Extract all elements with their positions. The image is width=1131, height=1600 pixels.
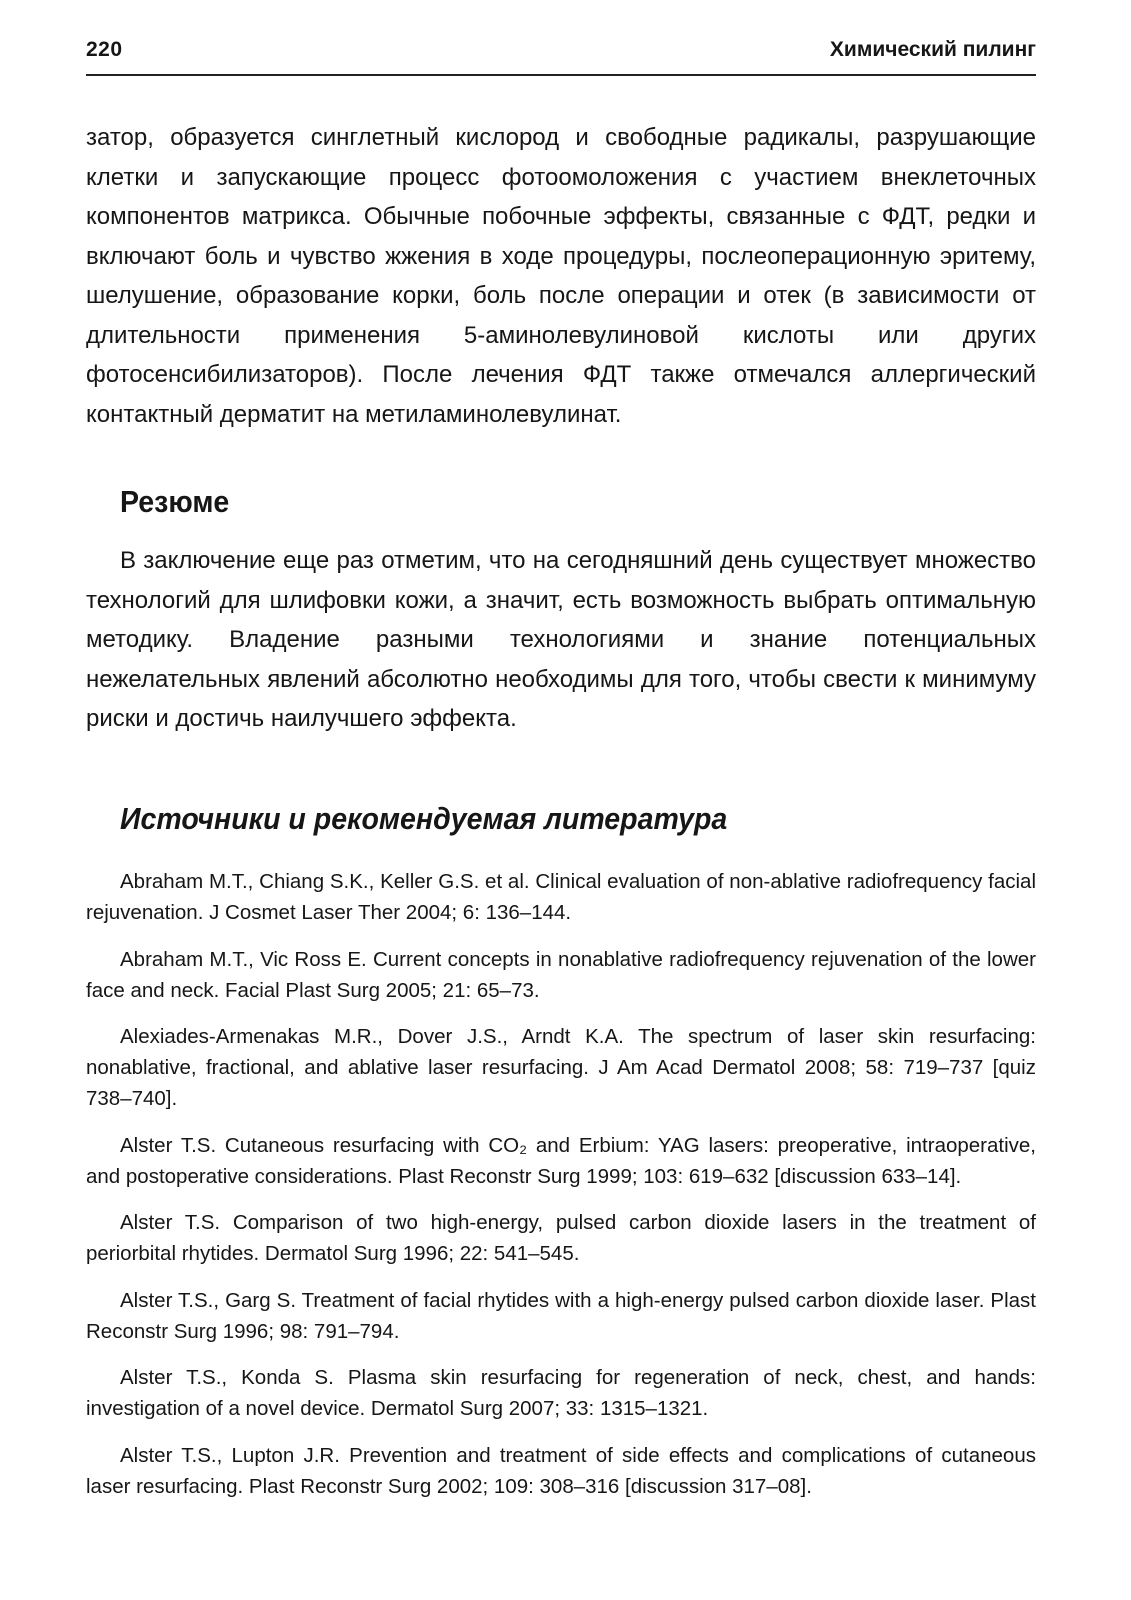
references-heading: Источники и рекомендуемая литература bbox=[120, 801, 728, 836]
reference-item: Alster T.S. Comparison of two high-energy, pulsed carbon dioxide lasers in the treatment of periorbital rhytides. Dermatol Surg 1996; 22: 541–545. bbox=[86, 1211, 1036, 1265]
reference-item: Alster T.S., Garg S. Treatment of facial rhytides with a high-energy pulsed carbon dioxide laser. Plast Reconstr Surg 1996; 98: 791–794. bbox=[86, 1288, 1036, 1343]
references-list bbox=[86, 866, 1036, 1517]
summary-heading: Резюме bbox=[120, 484, 230, 519]
page-number: 220 bbox=[86, 38, 123, 61]
reference-item: Alexiades-Armenakas M.R., Dover J.S., Arndt K.A. The spectrum of laser skin resurfacing: nonablative, fractional, and ablative laser resurfacing. J Am Acad Dermatol 2008; 58: 719–737 [quiz 738–740]. bbox=[86, 1025, 1036, 1110]
reference-item: Abraham M.T., Vic Ross E. Current concepts in nonablative radiofrequency rejuvenation of the lower face and neck. Facial Plast Surg 2005; 21: 65–73. bbox=[86, 947, 1036, 1002]
summary-paragraph: В заключение еще раз отметим, что на сегодняшний день существует множество технологий для шлифовки кожи, а значит, есть возможность выбрать оптимальную методику. Владение разными технологиями и знание потенциальных нежелательных явлений абсолютно необходимы для того, чтобы свести к минимуму риски и достичь наилучшего эффекта. bbox=[86, 547, 1036, 732]
running-header bbox=[86, 30, 1036, 76]
reference-item: Alster T.S. Cutaneous resurfacing with CO₂ and Erbium: YAG lasers: preoperative, intraoperative, and postoperative considerations. Plast Reconstr Surg 1999; 103: 619–632 [discussion 633–14]. bbox=[86, 1133, 1036, 1188]
reference-item: Abraham M.T., Chiang S.K., Keller G.S. et al. Clinical evaluation of non-ablative radiofrequency facial rejuvenation. J Cosmet Laser Ther 2004; 6: 136–144. bbox=[86, 870, 1036, 924]
running-title: Химический пилинг bbox=[829, 38, 1036, 61]
reference-item: Alster T.S., Lupton J.R. Prevention and treatment of side effects and complications of cutaneous laser resurfacing. Plast Reconstr Surg 2002; 109: 308–316 [discussion 317–08]. bbox=[86, 1443, 1036, 1498]
reference-item: Alster T.S., Konda S. Plasma skin resurfacing for regeneration of neck, chest, and hands: investigation of a novel device. Dermatol Surg 2007; 33: 1315–1321. bbox=[86, 1366, 1036, 1420]
continued-paragraph: затор, образуется синглетный кислород и свободные радикалы, разрушающие клетки и запускающие процесс фотоомоложения с участием внеклеточных компонентов матрикса. Обычные побочные эффекты, связанные с ФДТ, редки и включают боль и чувство жжения в ходе процедуры, послеоперационную эритему, шелушение, образование корки, боль после операции и отек (в зависимости от длительности применения 5-аминолевулиновой кислоты или других фотосенсибилизаторов). После лечения ФДТ также отмечался аллергический контактный дерматит на метиламинолевулинат. bbox=[86, 124, 1036, 428]
